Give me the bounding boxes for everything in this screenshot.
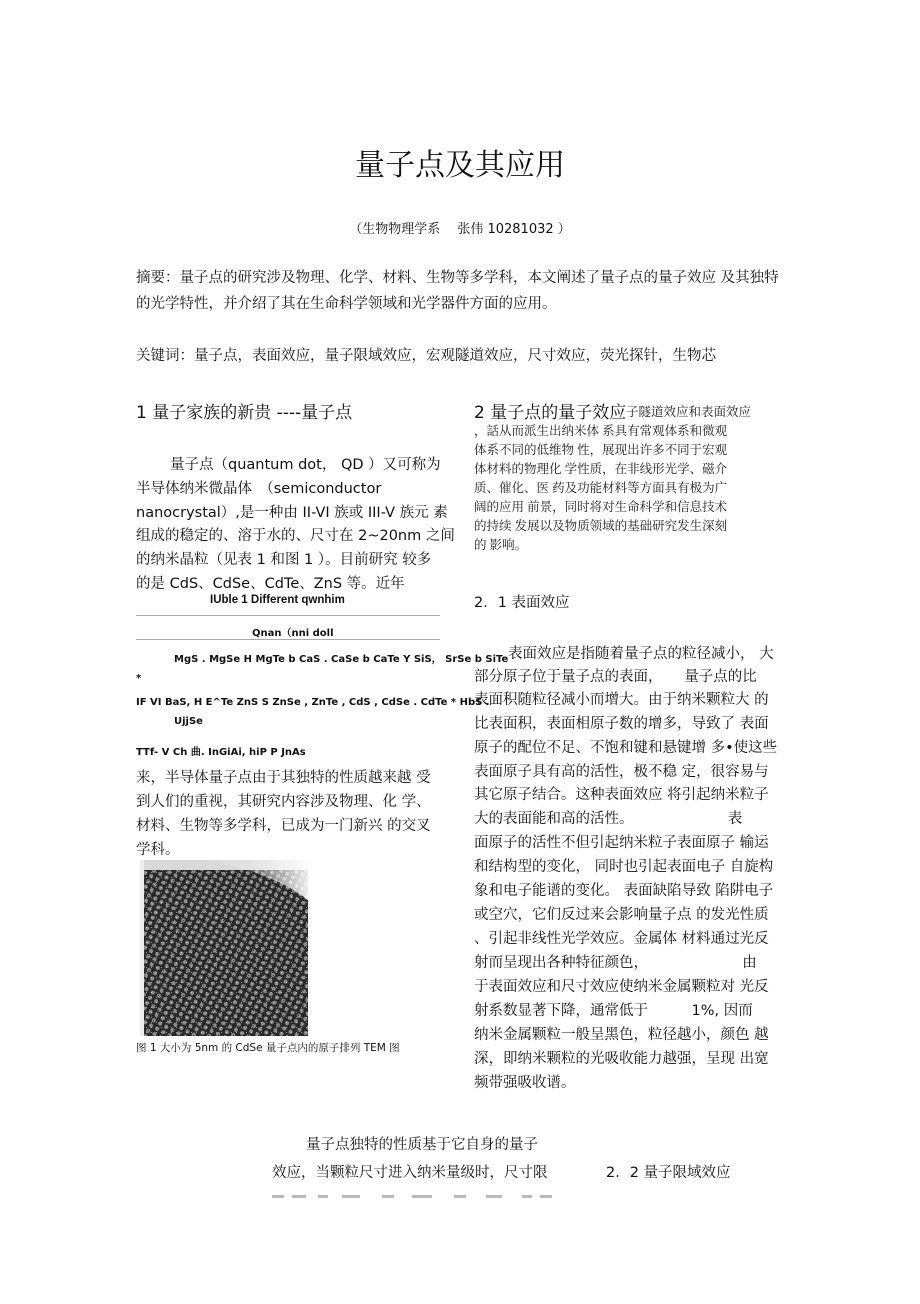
after-table-line-1: 来，半导体量子点由于其独特的性质越来越 受 (136, 770, 431, 786)
body-line-18: 深，即纳米颗粒的光吸收能力越强，呈现 出宽 (474, 1051, 769, 1067)
after-table-line-3: 材料、生物等多学科，已成为一门新兴 的交叉 (136, 818, 431, 834)
serif-line-4: 质、催化、医 药及功能材料等方面具有极为广 (474, 481, 728, 495)
table-header-rule (136, 639, 440, 640)
tem-image (140, 860, 308, 1036)
intro-line-1: 量子点（quantum dot， QD ）又可称为 (170, 457, 441, 473)
body-line-11: 象和电子能谱的变化。 表面缺陷导致 陷阱电子 (474, 883, 774, 899)
abstract-line-1: 摘要：量子点的研究涉及物理、化学、材料、生物等多学科，本文阐述了量子点的量子效应 及其独特 (136, 270, 779, 286)
body-line-9: 面原子的活性不但引起纳米粒子表面原子 输运 (474, 835, 769, 851)
body-line-14: 射而呈现出各种特征颜色， 由 (474, 955, 757, 971)
table-header: Qnan（nni doll (252, 628, 334, 639)
after-table-line-2: 到人们的重视，其研究内容涉及物理、化 学、 (136, 794, 431, 810)
cutoff-text-fragment (272, 1193, 572, 1201)
body-line-2: 部分原子位于量子点的表面， 量子点的比 (474, 669, 757, 685)
body-line-4: 比表面积，表面相原子数的增多，导致了 表面 (474, 716, 769, 732)
intro-line-4: 组成的稳定的、溶于水的、尺寸在 2~20nm 之间 (136, 528, 455, 544)
table-row-1: MgS . MgSe H MgTe b CaS . CaSe b CaTe Y SiS， SrSe b SiTe (174, 654, 509, 665)
serif-line-2: 体系不同的低维物 性，展现出许多不同于宏观 (474, 443, 728, 457)
section-1-heading: 1 量子家族的新贵 ----量子点 (136, 403, 353, 423)
body-line-12: 或空穴，它们反过来会影响量子点 的发光性质 (474, 907, 769, 923)
table-row-2: IF VI BaS, H E^Te ZnS S ZnSe , ZnTe , CdS , CdSe . CdTe * HbS . (136, 697, 490, 708)
serif-line-7: 的 影响。 (474, 538, 528, 552)
table-row-1-star: * (136, 673, 142, 684)
body-line-3: 表面积随粒径减小而增大。由于纳米颗粒大 的 (474, 692, 769, 708)
subsection-2-2-heading: 2．2 量子限域效应 (606, 1165, 731, 1181)
bottom-line-2: 效应，当颗粒尺寸进入纳米量级时，尺寸限 (272, 1165, 548, 1181)
serif-line-5: 阔的应用 前景，同时将对生命科学和信息技术 (474, 500, 728, 514)
intro-line-6: 的是 CdS、CdSe、CdTe、ZnS 等。近年 (136, 576, 405, 592)
body-line-17: 纳米金属颗粒一般呈黑色，粒径越小，颜色 越 (474, 1027, 769, 1043)
body-line-15: 于表面效应和尺寸效应使纳米金属颗粒对 光反 (474, 979, 769, 995)
body-line-8: 大的表面能和高的活性。 表 (474, 811, 743, 827)
table-row-2-tail: UjjSe (174, 716, 203, 727)
intro-line-2: 半导体纳米微晶体 （semiconductor (136, 481, 382, 497)
after-table-line-4: 学科。 (136, 842, 180, 858)
table-row-3: TTf- V Ch 曲. InGiAi, hiP P JnAs (136, 747, 306, 758)
bottom-line-1: 量子点独特的性质基于它自身的量子 (306, 1137, 538, 1153)
serif-line-6: 的持续 发展以及物质领域的基础研究发生深刻 (474, 519, 728, 533)
keywords: 关键词：量子点，表面效应，量子限域效应，宏观隧道效应，尺寸效应，荧光探针，生物芯 (136, 348, 716, 364)
body-line-19: 频带强吸收谱。 (474, 1075, 576, 1091)
section-2-heading: 2 量子点的量子效应 (474, 403, 627, 423)
section-2-heading-tail: 子隧道效应和表面效应 (626, 405, 752, 419)
serif-line-3: 体材料的物理化 学性质，在非线形光学、磁介 (474, 462, 728, 476)
intro-line-5: 的纳米晶粒（见表 1 和图 1 ）。目前研究 较多 (136, 552, 432, 568)
author-line: （生物物理学系 张伟 10281032 ） (349, 222, 571, 237)
paper-title: 量子点及其应用 (355, 148, 565, 183)
subsection-2-1-heading: 2．1 表面效应 (474, 595, 570, 611)
table-top-rule (136, 615, 440, 616)
serif-line-1: ，話从而派生出纳米体 系具有常观体系和微观 (474, 424, 728, 438)
body-line-13: 、引起非线性光学效应。金属体 材料通过光反 (474, 931, 769, 947)
intro-line-3: nanocrystal）,是一种由 II-VI 族或 III-V 族元 素 (136, 505, 448, 521)
abstract-line-2: 的光学特性，并介绍了其在生命科学领域和光学器件方面的应用。 (136, 296, 557, 312)
body-line-16: 射系数显著下降，通常低于 1%, 因而 (474, 1003, 753, 1019)
body-line-7: 其它原子结合。这种表面效应 将引起纳米粒子 (474, 787, 769, 803)
figure-1-caption: 图 1 大小为 5nm 的 CdSe 量子点内的原子排列 TEM 图 (136, 1042, 400, 1054)
tem-lattice-figure (140, 860, 308, 1036)
body-line-6: 表面原子具有高的活性，极不稳 定，很容易与 (474, 764, 769, 780)
body-line-1: 表面效应是指随着量子点的粒径减小， 大 (508, 646, 774, 662)
table-caption: IUble 1 Different qwnhim (210, 594, 345, 606)
body-line-5: 原子的配位不足、不饱和键和悬键增 多•使这些 (474, 740, 778, 756)
body-line-10: 和结构型的变化， 同时也引起表面电子 自旋构 (474, 859, 774, 875)
